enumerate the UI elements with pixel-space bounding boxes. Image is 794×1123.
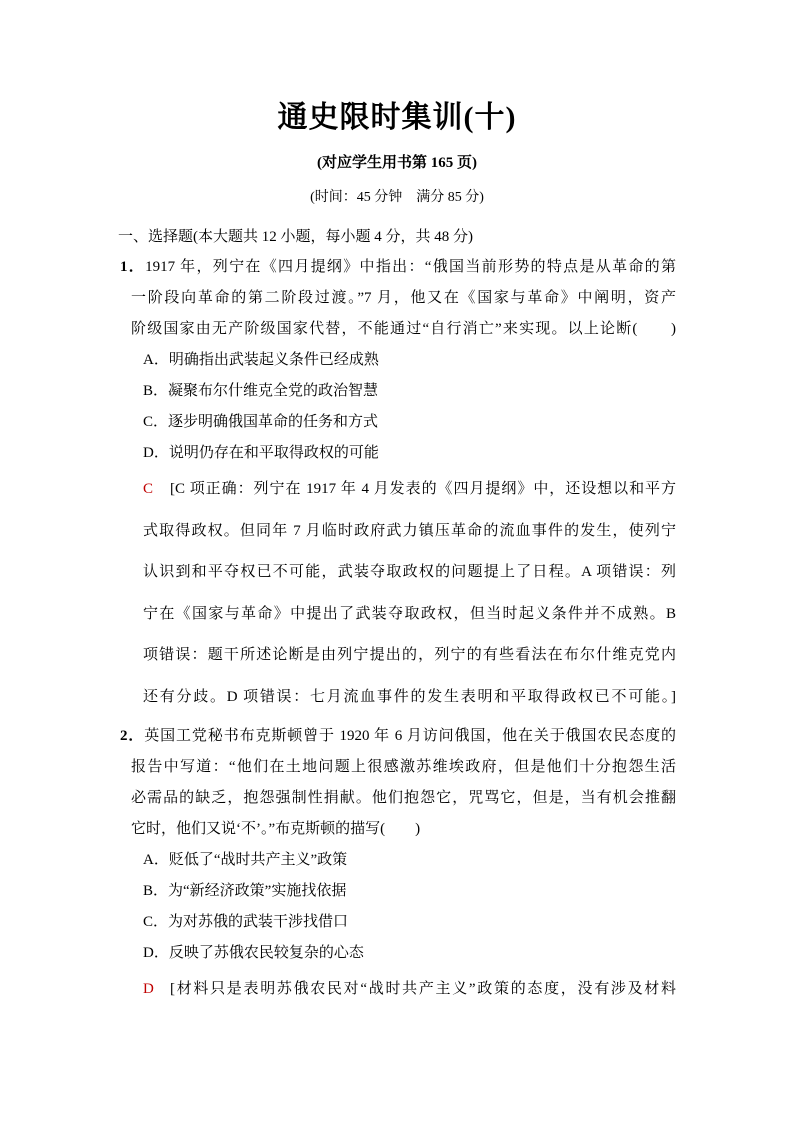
option-text: 反映了苏俄农民较复杂的心态: [168, 945, 364, 961]
option-label: D．: [143, 945, 169, 961]
option-text: 说明仍存在和平取得政权的可能: [168, 445, 379, 461]
option-d: [143, 938, 676, 969]
page-title: 通史限时集训(十): [277, 101, 517, 134]
question-stem-line: [120, 252, 676, 283]
option-text: 凝聚布尔什维克全党的政治智慧: [168, 383, 379, 399]
question-stem-line: 阶级国家由无产阶级国家代替，不能通过“自行消亡”来实现。以上论断( ): [131, 321, 676, 337]
option-label: D．: [143, 445, 169, 461]
answer-explanation-line: [材料只是表明苏俄农民对“战时共产主义”政策的态度，没有涉及材料: [170, 981, 676, 997]
answer-letter: D: [143, 981, 154, 997]
option-text: 逐步明确俄国革命的任务和方式: [168, 414, 379, 430]
option-text: 贬低了“战时共产主义”政策: [168, 852, 348, 868]
question-stem-text: 1917 年，列宁在《四月提纲》中指出：“俄国当前形势的特点是从革命的第: [145, 259, 676, 275]
question-stem-text: 英国工党秘书布克斯顿曾于 1920 年 6 月访问俄国，他在关于俄国农民态度的: [144, 728, 676, 744]
option-d: [143, 438, 676, 469]
answer-explanation-line: [C 项正确：列宁在 1917 年 4 月发表的《四月提纲》中，还设想以和平方: [170, 481, 676, 497]
option-b: [143, 876, 676, 907]
answer-letter: C: [143, 481, 154, 497]
answer-explanation-line: 项错误：题干所述论断是由列宁提出的，列宁的有些看法在布尔什维克党内: [143, 647, 676, 664]
option-a: [143, 845, 676, 876]
question-stem-line: 它时，他们又说‘不’。”布克斯顿的描写( ): [131, 821, 421, 837]
textbook-page-reference: (对应学生用书第 165 页): [317, 155, 477, 171]
option-label: A．: [143, 352, 169, 368]
answer-explanation-line: 还有分歧。D 项错误：七月流血事件的发生表明和平取得政权已不可能。]: [143, 688, 676, 705]
option-c: [143, 907, 676, 938]
option-text: 为“新经济政策”实施找依据: [168, 883, 347, 899]
option-label: C．: [143, 414, 169, 430]
section-heading: 一、选择题(本大题共 12 小题，每小题 4 分，共 48 分): [118, 229, 473, 245]
question-number: 1．: [120, 259, 146, 275]
answer-first-line: [143, 969, 676, 1011]
question-stem-line: 报告中写道：“他们在土地问题上很感激苏维埃政府，但是他们十分抱怨生活: [131, 759, 676, 775]
answer-explanation-line: 式取得政权。但同年 7 月临时政府武力镇压革命的流血事件的发生，使列宁: [143, 522, 676, 539]
question-2-stem: [120, 721, 676, 845]
option-label: B．: [143, 883, 169, 899]
answer-explanation-line: 认识到和平夺权已不可能，武装夺取政权的问题提上了日程。A 项错误：列: [143, 564, 676, 581]
question-1-stem: [120, 252, 676, 345]
option-label: A．: [143, 852, 169, 868]
question-1-answer: [143, 469, 676, 719]
answer-first-line: [143, 469, 676, 511]
question-1-options: [143, 345, 676, 469]
question-2-options: [143, 845, 676, 969]
option-label: B．: [143, 383, 169, 399]
question-stem-line: 必需品的缺乏，抱怨强制性捐献。他们抱怨它，咒骂它，但是，当有机会推翻: [131, 790, 676, 806]
question-2-answer: [143, 969, 676, 1011]
question-number: 2．: [120, 728, 145, 744]
time-and-score-info: (时间：45 分钟 满分 85 分): [310, 190, 484, 205]
option-text: 明确指出武装起义条件已经成熟: [168, 352, 379, 368]
option-b: [143, 376, 676, 407]
answer-explanation-line: 宁在《国家与革命》中提出了武装夺取政权，但当时起义条件并不成熟。B: [143, 605, 676, 622]
option-c: [143, 407, 676, 438]
option-a: [143, 345, 676, 376]
question-stem-line: 一阶段向革命的第二阶段过渡。”7 月，他又在《国家与革命》中阐明，资产: [131, 290, 676, 306]
option-label: C．: [143, 914, 169, 930]
question-stem-line: [120, 721, 676, 752]
option-text: 为对苏俄的武装干涉找借口: [168, 914, 349, 930]
